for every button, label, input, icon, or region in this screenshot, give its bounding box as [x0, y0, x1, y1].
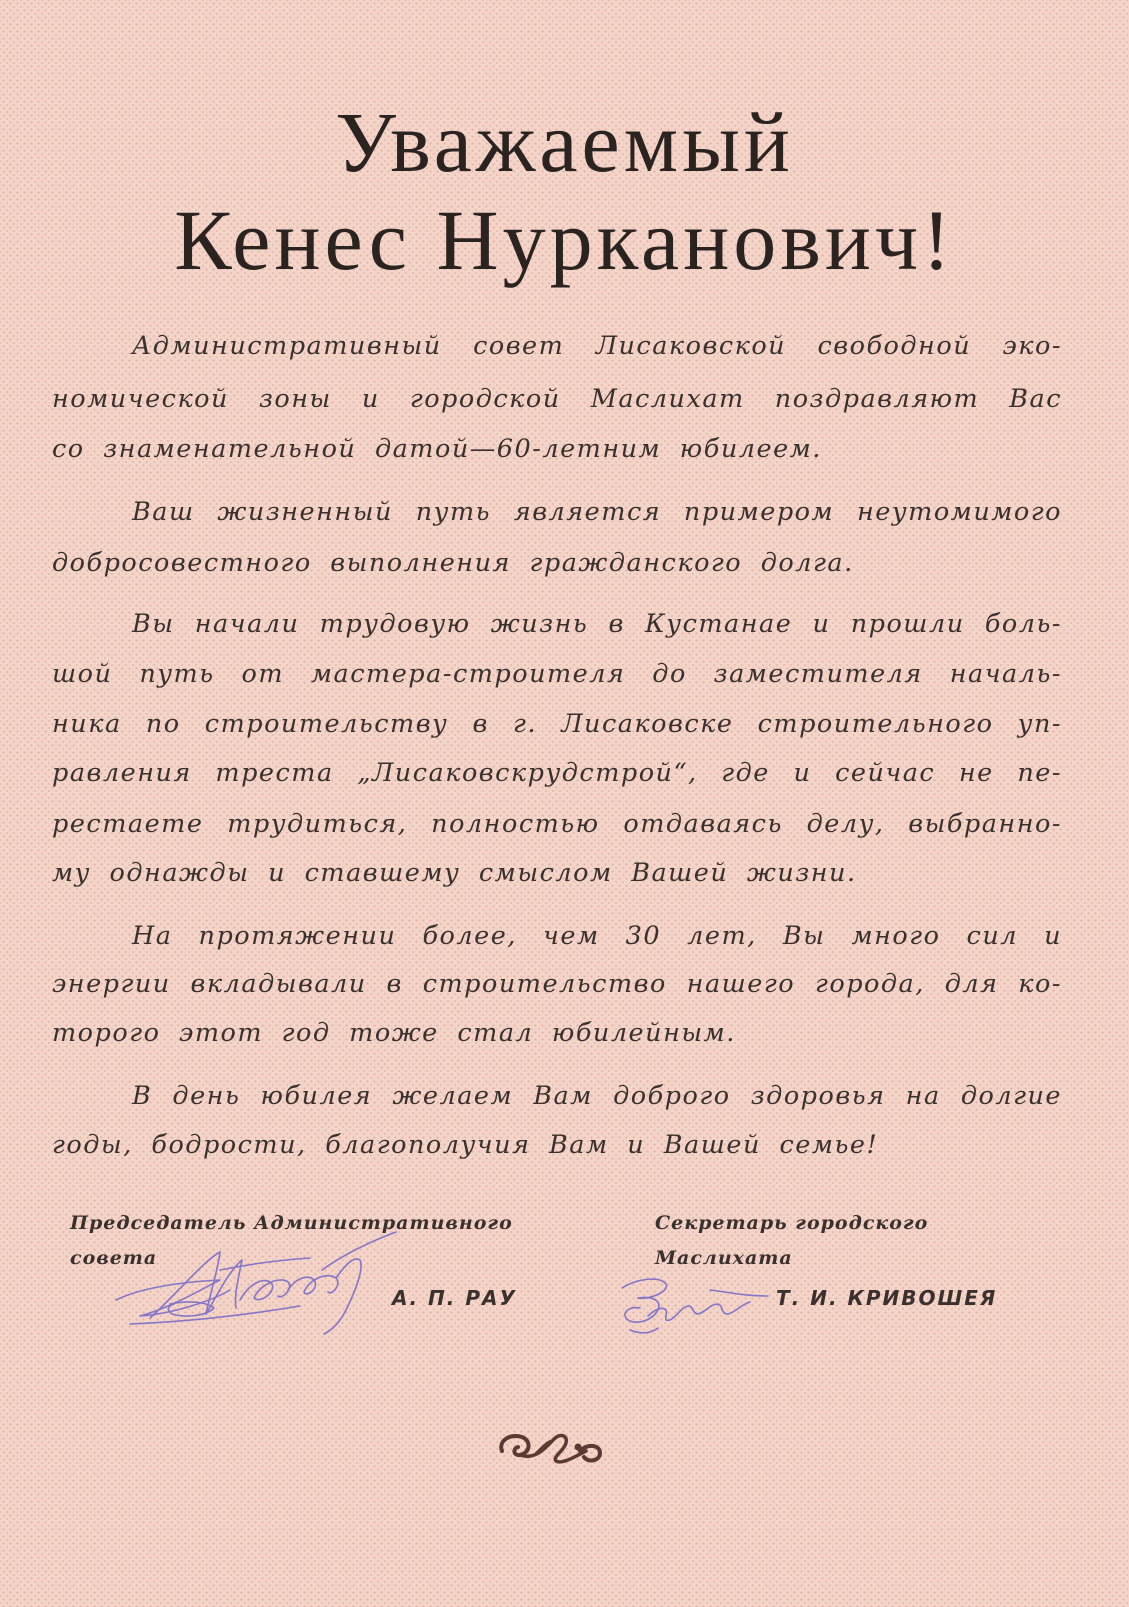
- body-line: Ваш жизненный путь является примером неутомимого: [132, 497, 1062, 527]
- body-line: равления треста „Лисаковскрудстрой“, где и сейчас не пе-: [52, 758, 1062, 788]
- body-line: торого этот год тоже стал юбилейным.: [52, 1018, 736, 1048]
- left-signatory-title-cont: совета: [70, 1247, 158, 1269]
- ornament-flourish-icon: [496, 1425, 606, 1471]
- left-signatory-name: А. П. РАУ: [392, 1286, 517, 1310]
- left-handwritten-signature: [110, 1230, 400, 1340]
- right-handwritten-signature: [618, 1270, 778, 1340]
- body-line: рестаете трудиться, полностью отдаваясь делу, выбранно-: [52, 809, 1062, 839]
- body-line: В день юбилея желаем Вам доброго здоровья на долгие: [132, 1081, 1062, 1111]
- body-line: номической зоны и городской Маслихат поздравляют Вас: [52, 384, 1062, 414]
- body-line: На протяжении более, чем 30 лет, Вы много сил и: [132, 921, 1062, 951]
- right-signatory-name: Т. И. КРИВОШЕЯ: [776, 1286, 998, 1310]
- right-signatory-title: Секретарь городского: [655, 1212, 929, 1234]
- left-signatory-title: Председатель Административного: [70, 1212, 513, 1234]
- body-line: добросовестного выполнения гражданского долга.: [52, 548, 854, 578]
- body-line: годы, бодрости, благополучия Вам и Вашей семье!: [52, 1130, 879, 1160]
- body-line: Административный совет Лисаковской свободной эко-: [132, 331, 1062, 361]
- body-line: му однажды и ставшему смыслом Вашей жизни.: [52, 858, 857, 888]
- right-signatory-title-cont: Маслихата: [655, 1247, 793, 1269]
- heading-salutation: Уважаемый: [335, 94, 794, 190]
- heading-addressee-name: Кенес Нурканович!: [174, 192, 955, 288]
- body-line: Вы начали трудовую жизнь в Кустанае и прошли боль-: [132, 609, 1062, 639]
- body-line: энергии вкладывали в строительство нашего города, для ко-: [52, 969, 1062, 999]
- body-line: со знаменательной датой—60-летним юбилеем.: [52, 434, 822, 464]
- body-line: шой путь от мастера-строителя до заместителя началь-: [52, 659, 1062, 689]
- body-line: ника по строительству в г. Лисаковске строительного уп-: [52, 709, 1062, 739]
